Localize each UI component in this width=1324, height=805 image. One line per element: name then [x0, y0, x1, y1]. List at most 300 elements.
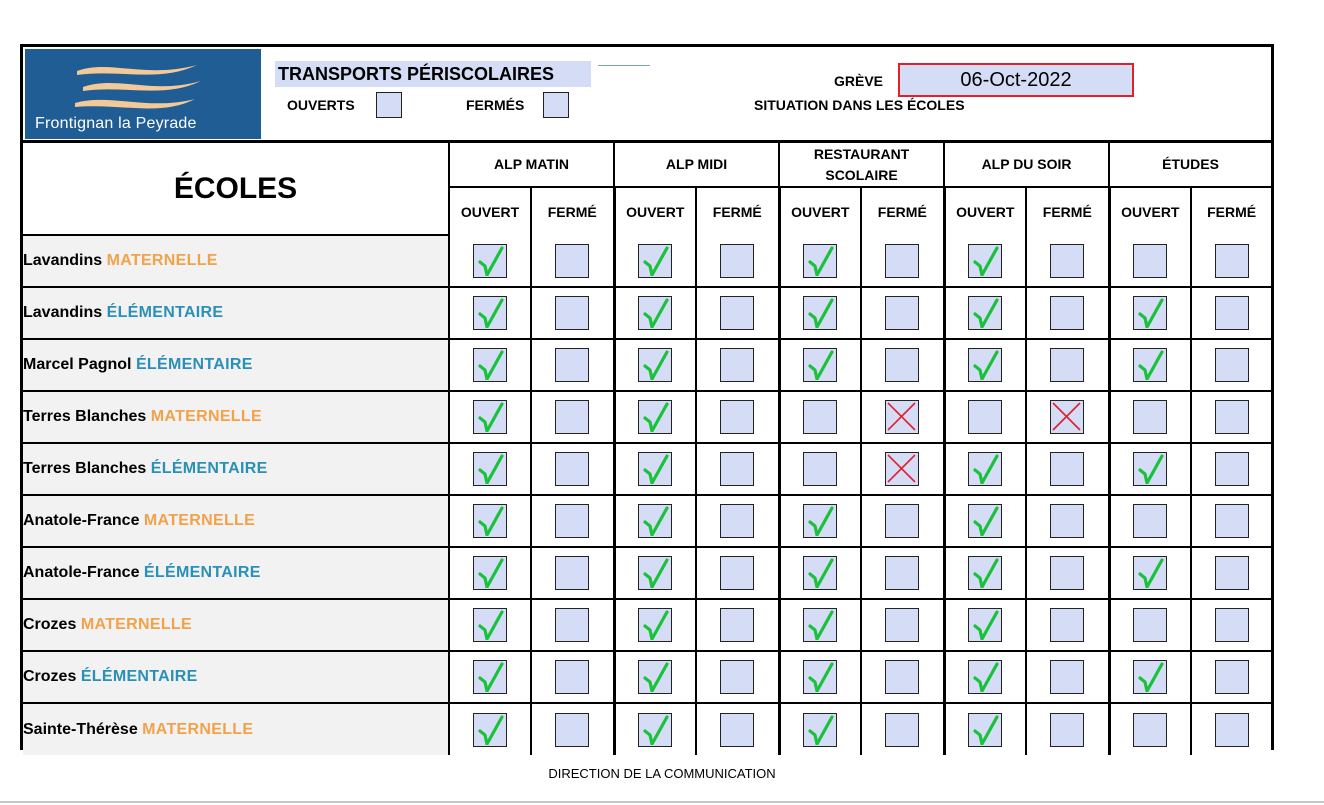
status-cell [531, 495, 614, 547]
status-cell [1109, 495, 1191, 547]
closed-checkbox[interactable] [720, 660, 754, 694]
status-cell [779, 547, 861, 599]
open-checkbox-checked[interactable] [803, 556, 837, 590]
open-checkbox-checked[interactable] [968, 348, 1002, 382]
school-name: Anatole-France [23, 512, 140, 529]
open-checkbox-checked[interactable] [803, 608, 837, 642]
check-icon [474, 557, 505, 588]
cross-icon [1051, 401, 1082, 432]
school-name: Lavandins [23, 304, 103, 321]
school-name-cell [23, 703, 449, 755]
closed-checkbox[interactable] [1215, 556, 1249, 590]
status-cell [861, 651, 944, 703]
status-cell [614, 703, 696, 755]
open-checkbox-checked[interactable] [638, 504, 672, 538]
status-cell [449, 391, 531, 443]
closed-checkbox[interactable] [1215, 348, 1249, 382]
open-column-header: OUVERT [779, 187, 861, 235]
closed-checkbox[interactable] [1215, 504, 1249, 538]
closed-checkbox[interactable] [1215, 452, 1249, 486]
closed-checkbox[interactable] [885, 296, 919, 330]
closed-checkbox[interactable] [885, 608, 919, 642]
open-checkbox[interactable] [1133, 608, 1167, 642]
status-cell [696, 703, 779, 755]
status-cell [1191, 235, 1271, 287]
check-icon [1134, 349, 1165, 380]
status-cell [696, 287, 779, 339]
closed-checkbox[interactable] [1215, 660, 1249, 694]
open-checkbox-checked[interactable] [1133, 452, 1167, 486]
check-icon [474, 401, 505, 432]
closed-checkbox[interactable] [555, 608, 589, 642]
open-checkbox-checked[interactable] [473, 713, 507, 747]
status-cell [614, 339, 696, 391]
closed-checkbox[interactable] [720, 713, 754, 747]
status-cell [944, 703, 1026, 755]
status-cell [1109, 599, 1191, 651]
check-icon [639, 505, 670, 536]
open-checkbox[interactable] [1133, 504, 1167, 538]
open-checkbox-checked[interactable] [638, 556, 672, 590]
check-icon [474, 505, 505, 536]
bottom-rule [0, 801, 1324, 803]
check-icon [474, 349, 505, 380]
status-cell [696, 443, 779, 495]
closed-checkbox[interactable] [1050, 244, 1084, 278]
status-cell [861, 443, 944, 495]
status-cell [944, 287, 1026, 339]
status-cell [1026, 599, 1109, 651]
school-name-cell [23, 391, 449, 443]
status-cell [779, 495, 861, 547]
open-checkbox-checked[interactable] [1133, 556, 1167, 590]
status-cell [531, 703, 614, 755]
status-cell [944, 599, 1026, 651]
title-underline [598, 65, 650, 66]
open-checkbox-checked[interactable] [473, 400, 507, 434]
status-cell [1191, 547, 1271, 599]
open-checkbox-checked[interactable] [638, 660, 672, 694]
school-name-cell [23, 235, 449, 287]
closed-checkbox-crossed[interactable] [885, 452, 919, 486]
open-checkbox-checked[interactable] [638, 608, 672, 642]
open-checkbox-checked[interactable] [968, 713, 1002, 747]
school-name-cell [23, 495, 449, 547]
closed-checkbox[interactable] [555, 452, 589, 486]
status-cell [531, 339, 614, 391]
school-name: Terres Blanches [23, 460, 147, 477]
open-checkbox-checked[interactable] [803, 713, 837, 747]
check-icon [1134, 557, 1165, 588]
status-cell [1191, 339, 1271, 391]
open-checkbox[interactable] [1133, 713, 1167, 747]
schools-table [23, 143, 1271, 755]
open-checkbox-checked[interactable] [638, 452, 672, 486]
page-title: TRANSPORTS PÉRISCOLAIRES [275, 61, 591, 87]
closed-checkbox-crossed[interactable] [885, 400, 919, 434]
status-cell [449, 339, 531, 391]
status-cell [614, 443, 696, 495]
status-cell [1191, 703, 1271, 755]
check-icon [969, 505, 1000, 536]
school-level: ÉLÉMENTAIRE [150, 460, 268, 477]
status-cell [696, 235, 779, 287]
open-checkbox-checked[interactable] [473, 504, 507, 538]
check-icon [639, 245, 670, 276]
check-icon [969, 349, 1000, 380]
open-checkbox-checked[interactable] [638, 400, 672, 434]
open-checkbox-checked[interactable] [1133, 660, 1167, 694]
check-icon [639, 297, 670, 328]
open-checkbox-checked[interactable] [473, 660, 507, 694]
status-cell [944, 235, 1026, 287]
status-cell [1109, 547, 1191, 599]
cross-icon [886, 401, 917, 432]
check-icon [639, 349, 670, 380]
closed-column-header: FERMÉ [531, 187, 614, 235]
status-cell [1109, 339, 1191, 391]
status-cell [696, 391, 779, 443]
logo-text: Frontignan la Peyrade [35, 115, 197, 132]
open-checkbox-checked[interactable] [473, 244, 507, 278]
legend-closed-label: FERMÉS [466, 97, 525, 113]
closed-checkbox[interactable] [555, 713, 589, 747]
open-checkbox-checked[interactable] [1133, 296, 1167, 330]
check-icon [639, 401, 670, 432]
status-cell [779, 651, 861, 703]
open-checkbox-checked[interactable] [968, 296, 1002, 330]
check-icon [474, 297, 505, 328]
school-level: MATERNELLE [142, 720, 254, 738]
status-cell [531, 599, 614, 651]
closed-checkbox[interactable] [1050, 556, 1084, 590]
closed-checkbox[interactable] [555, 504, 589, 538]
closed-column-header: FERMÉ [1191, 187, 1271, 235]
closed-checkbox[interactable] [720, 608, 754, 642]
check-icon [969, 714, 1000, 745]
status-cell [614, 495, 696, 547]
check-icon [804, 661, 835, 692]
open-checkbox-checked[interactable] [968, 452, 1002, 486]
check-icon [639, 609, 670, 640]
status-cell [779, 287, 861, 339]
closed-checkbox[interactable] [720, 244, 754, 278]
closed-checkbox[interactable] [885, 348, 919, 382]
check-icon [969, 661, 1000, 692]
table-row [23, 703, 1271, 755]
status-cell [531, 235, 614, 287]
open-checkbox[interactable] [803, 400, 837, 434]
status-cell [861, 339, 944, 391]
closed-checkbox[interactable] [1050, 608, 1084, 642]
status-cell [531, 391, 614, 443]
status-cell [1026, 495, 1109, 547]
open-checkbox[interactable] [803, 452, 837, 486]
table-row [23, 443, 1271, 495]
table-row [23, 651, 1271, 703]
status-cell [1191, 599, 1271, 651]
check-icon [474, 714, 505, 745]
status-cell [449, 287, 531, 339]
open-checkbox-checked[interactable] [473, 608, 507, 642]
status-cell [1109, 443, 1191, 495]
status-cell [944, 391, 1026, 443]
check-icon [639, 453, 670, 484]
status-cell [531, 287, 614, 339]
open-column-header: OUVERT [944, 187, 1026, 235]
strike-label: GRÈVE [834, 73, 884, 89]
open-checkbox-checked[interactable] [803, 660, 837, 694]
closed-checkbox[interactable] [555, 244, 589, 278]
open-checkbox-checked[interactable] [473, 452, 507, 486]
open-checkbox-checked[interactable] [968, 244, 1002, 278]
closed-checkbox[interactable] [555, 660, 589, 694]
closed-checkbox[interactable] [720, 504, 754, 538]
school-level: ÉLÉMENTAIRE [106, 304, 224, 321]
check-icon [1134, 453, 1165, 484]
closed-checkbox[interactable] [885, 713, 919, 747]
table-row [23, 287, 1271, 339]
status-cell [779, 339, 861, 391]
status-cell [779, 703, 861, 755]
open-column-header: OUVERT [614, 187, 696, 235]
status-cell [1191, 391, 1271, 443]
table-row [23, 495, 1271, 547]
status-cell [614, 391, 696, 443]
closed-checkbox[interactable] [1215, 296, 1249, 330]
closed-checkbox[interactable] [1050, 504, 1084, 538]
status-cell [1026, 339, 1109, 391]
open-checkbox-checked[interactable] [968, 608, 1002, 642]
status-cell [779, 599, 861, 651]
open-checkbox-checked[interactable] [473, 296, 507, 330]
status-cell [861, 599, 944, 651]
school-level: ÉLÉMENTAIRE [135, 356, 253, 373]
status-cell [779, 235, 861, 287]
legend-open-box [376, 92, 402, 118]
status-cell [1026, 287, 1109, 339]
status-cell [1191, 651, 1271, 703]
open-checkbox-checked[interactable] [803, 296, 837, 330]
closed-checkbox[interactable] [885, 556, 919, 590]
closed-checkbox-crossed[interactable] [1050, 400, 1084, 434]
closed-checkbox[interactable] [1050, 452, 1084, 486]
status-cell [861, 495, 944, 547]
status-cell [861, 287, 944, 339]
status-cell [696, 339, 779, 391]
check-icon [474, 453, 505, 484]
check-icon [639, 661, 670, 692]
status-cell [861, 391, 944, 443]
closed-checkbox[interactable] [555, 348, 589, 382]
status-cell [614, 287, 696, 339]
open-checkbox-checked[interactable] [638, 244, 672, 278]
open-column-header: OUVERT [449, 187, 531, 235]
status-cell [449, 547, 531, 599]
closed-checkbox[interactable] [1215, 244, 1249, 278]
school-name-cell [23, 599, 449, 651]
closed-checkbox[interactable] [720, 296, 754, 330]
group-header: ALP DU SOIR [944, 143, 1109, 187]
open-checkbox-checked[interactable] [803, 348, 837, 382]
status-cell [531, 547, 614, 599]
status-cell [1191, 443, 1271, 495]
closed-checkbox[interactable] [555, 400, 589, 434]
legend-closed-box [543, 92, 569, 118]
school-level: ÉLÉMENTAIRE [80, 668, 198, 685]
closed-checkbox[interactable] [885, 244, 919, 278]
closed-checkbox[interactable] [1215, 400, 1249, 434]
closed-checkbox[interactable] [720, 556, 754, 590]
school-name: Anatole-France [23, 564, 140, 581]
check-icon [969, 609, 1000, 640]
open-column-header: OUVERT [1109, 187, 1191, 235]
status-cell [614, 547, 696, 599]
status-cell [1191, 287, 1271, 339]
group-header: ALP MATIN [449, 143, 614, 187]
school-name: Sainte-Thérèse [23, 720, 138, 738]
check-icon [969, 297, 1000, 328]
closed-checkbox[interactable] [555, 556, 589, 590]
status-cell [531, 651, 614, 703]
cross-icon [886, 453, 917, 484]
open-checkbox-checked[interactable] [968, 660, 1002, 694]
status-cell [1026, 703, 1109, 755]
closed-column-header: FERMÉ [1026, 187, 1109, 235]
footer-credit: DIRECTION DE LA COMMUNICATION [548, 766, 776, 781]
closed-checkbox[interactable] [720, 452, 754, 486]
closed-checkbox[interactable] [1050, 348, 1084, 382]
status-cell [1191, 495, 1271, 547]
open-checkbox-checked[interactable] [473, 556, 507, 590]
check-icon [969, 245, 1000, 276]
school-level: MATERNELLE [150, 408, 262, 425]
status-cell [696, 599, 779, 651]
closed-checkbox[interactable] [885, 660, 919, 694]
check-icon [474, 245, 505, 276]
check-icon [804, 714, 835, 745]
status-cell [944, 651, 1026, 703]
closed-checkbox[interactable] [1050, 713, 1084, 747]
school-name-cell [23, 651, 449, 703]
closed-checkbox[interactable] [1215, 608, 1249, 642]
status-cell [1026, 651, 1109, 703]
school-level: ÉLÉMENTAIRE [143, 564, 261, 581]
status-cell [944, 547, 1026, 599]
open-checkbox-checked[interactable] [638, 713, 672, 747]
status-cell [1109, 235, 1191, 287]
group-header: ALP MIDI [614, 143, 779, 187]
legend-open-label: OUVERTS [287, 97, 355, 113]
closed-checkbox[interactable] [1215, 713, 1249, 747]
status-cell [696, 651, 779, 703]
open-checkbox-checked[interactable] [1133, 348, 1167, 382]
closed-checkbox[interactable] [555, 296, 589, 330]
check-icon [639, 714, 670, 745]
school-name-cell [23, 339, 449, 391]
closed-checkbox[interactable] [720, 400, 754, 434]
check-icon [639, 557, 670, 588]
waves-icon [69, 61, 209, 117]
closed-checkbox[interactable] [1050, 660, 1084, 694]
status-cell [449, 235, 531, 287]
open-checkbox-checked[interactable] [638, 348, 672, 382]
check-icon [474, 609, 505, 640]
school-level: MATERNELLE [143, 512, 256, 529]
open-checkbox-checked[interactable] [803, 244, 837, 278]
open-checkbox[interactable] [968, 400, 1002, 434]
status-cell [696, 495, 779, 547]
school-name-cell [23, 443, 449, 495]
group-header: RESTAURANT SCOLAIRE [779, 143, 944, 187]
status-cell [614, 235, 696, 287]
status-cell [944, 339, 1026, 391]
status-cell [1109, 703, 1191, 755]
frontignan-logo [25, 49, 261, 139]
open-checkbox-checked[interactable] [968, 504, 1002, 538]
status-cell [449, 599, 531, 651]
open-checkbox-checked[interactable] [803, 504, 837, 538]
open-checkbox-checked[interactable] [968, 556, 1002, 590]
table-row [23, 599, 1271, 651]
open-checkbox-checked[interactable] [638, 296, 672, 330]
status-cell [449, 651, 531, 703]
school-name-cell [23, 287, 449, 339]
situation-label: SITUATION DANS LES ÉCOLES [754, 97, 965, 113]
status-cell [696, 547, 779, 599]
closed-checkbox[interactable] [1050, 296, 1084, 330]
status-cell [861, 235, 944, 287]
status-cell [944, 443, 1026, 495]
check-icon [804, 609, 835, 640]
check-icon [969, 557, 1000, 588]
closed-checkbox[interactable] [720, 348, 754, 382]
strike-status-sheet [20, 44, 1274, 750]
closed-column-header: FERMÉ [861, 187, 944, 235]
closed-checkbox[interactable] [885, 504, 919, 538]
check-icon [804, 245, 835, 276]
table-row [23, 339, 1271, 391]
status-cell [1109, 651, 1191, 703]
status-cell [861, 547, 944, 599]
status-cell [449, 703, 531, 755]
status-cell [614, 651, 696, 703]
open-checkbox[interactable] [1133, 244, 1167, 278]
status-cell [1109, 287, 1191, 339]
school-name: Lavandins [23, 252, 103, 269]
table-row [23, 391, 1271, 443]
check-icon [474, 661, 505, 692]
status-cell [449, 495, 531, 547]
school-name: Crozes [23, 668, 77, 685]
status-cell [1026, 391, 1109, 443]
check-icon [804, 297, 835, 328]
schools-column-header: ÉCOLES [23, 143, 449, 235]
open-checkbox-checked[interactable] [473, 348, 507, 382]
status-cell [944, 495, 1026, 547]
status-cell [1026, 547, 1109, 599]
open-checkbox[interactable] [1133, 400, 1167, 434]
table-row [23, 547, 1271, 599]
school-level: MATERNELLE [80, 616, 192, 633]
group-header: ÉTUDES [1109, 143, 1271, 187]
school-name: Terres Blanches [23, 408, 147, 425]
school-name: Marcel Pagnol [23, 356, 132, 373]
school-name: Crozes [23, 616, 77, 633]
school-name-cell [23, 547, 449, 599]
table-row [23, 235, 1271, 287]
status-cell [449, 443, 531, 495]
